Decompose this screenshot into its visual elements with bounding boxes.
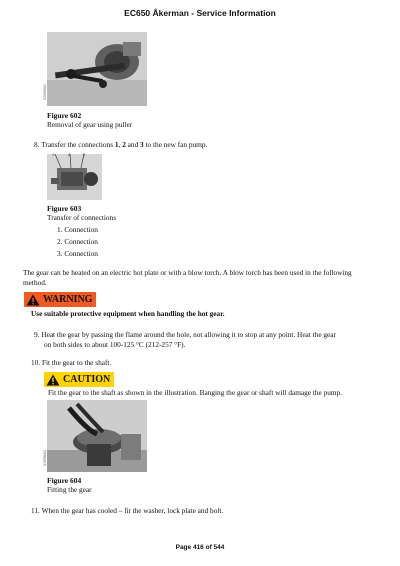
- step-11: [31, 506, 223, 516]
- step-9-number: 9.: [34, 330, 40, 339]
- warning-badge: [24, 292, 96, 307]
- figure-604-code: V1096004: [43, 450, 47, 466]
- figure-603-image: [47, 154, 102, 200]
- figure-604-image: [47, 400, 147, 472]
- step-9-line-2: on both sides to about 100-125 °C (212-257 °F).: [44, 340, 186, 349]
- step-10-text: Fit the gear to the shaft.: [41, 358, 112, 367]
- figure-602-title: Figure 602: [47, 111, 82, 120]
- caution-text: Fit the gear to the shaft as shown in the illustration. Banging the gear or shaft will damage the pump.: [48, 388, 343, 397]
- fan-pump-illustration: [47, 154, 102, 200]
- callout-3: 3: [83, 152, 85, 157]
- figure-602-code: V1096001: [43, 84, 47, 100]
- step-8-number: 8.: [34, 140, 40, 149]
- step-8-bold-1: 1: [114, 140, 119, 149]
- step-8-text-before: Transfer the connections: [41, 140, 115, 149]
- caution-label: CAUTION: [63, 374, 111, 385]
- connection-list-number: 1.: [57, 225, 63, 234]
- step-8-bold-2: 2: [122, 140, 126, 149]
- step-8-sep-2: and: [125, 140, 141, 149]
- connection-list-label: Connection: [64, 237, 98, 246]
- caution-badge: [44, 372, 114, 387]
- figure-604-caption: Fitting the gear: [47, 485, 92, 494]
- step-8-text-after: to the new fan pump.: [143, 140, 208, 149]
- caution-triangle-icon: [46, 374, 60, 386]
- connection-list-item-2: [57, 237, 98, 247]
- connection-list-label: Connection: [64, 249, 98, 258]
- step-8-sep-1: ,: [118, 140, 123, 149]
- connection-list-number: 3.: [57, 249, 63, 258]
- callout-2: 2: [68, 152, 70, 157]
- intro-paragraph: The gear can be heated on an electric hot plate or with a blow torch. A blow torch has been used in the following method.: [23, 268, 352, 287]
- fitting-gear-illustration: [47, 400, 147, 472]
- step-8: [34, 140, 207, 150]
- step-8-bold-3: 3: [140, 140, 144, 149]
- figure-604-title: Figure 604: [47, 476, 82, 485]
- warning-triangle-icon: [26, 294, 40, 306]
- page-number: Page 416 of 544: [175, 544, 225, 551]
- step-10-number: 10.: [31, 358, 41, 367]
- connection-list-number: 2.: [57, 237, 63, 246]
- connection-list-item-3: [57, 249, 98, 259]
- figure-603-title: Figure 603: [47, 204, 82, 213]
- figure-602-caption: Removal of gear using puller: [47, 120, 133, 129]
- step-9-line-1: Heat the gear by passing the flame around the hole, not allowing it to stop at any point. Heat the gear: [41, 330, 336, 339]
- warning-label: WARNING: [43, 294, 93, 305]
- figure-602-image: [47, 32, 147, 106]
- page-header-title: EC650 Åkerman - Service Information: [124, 8, 276, 18]
- gear-puller-illustration: [47, 32, 147, 106]
- step-10: [31, 358, 111, 368]
- step-9: [34, 330, 378, 340]
- figure-603-caption: Transfer of connections: [47, 213, 117, 222]
- warning-text: Use suitable protective equipment when handling the hot gear.: [31, 309, 225, 318]
- step-11-text: When the gear has cooled – fit the washer, lock plate and bolt.: [41, 506, 224, 515]
- step-11-number: 11.: [31, 506, 40, 515]
- callout-1: 1: [52, 152, 54, 157]
- connection-list-label: Connection: [64, 225, 98, 234]
- connection-list-item-1: [57, 225, 98, 235]
